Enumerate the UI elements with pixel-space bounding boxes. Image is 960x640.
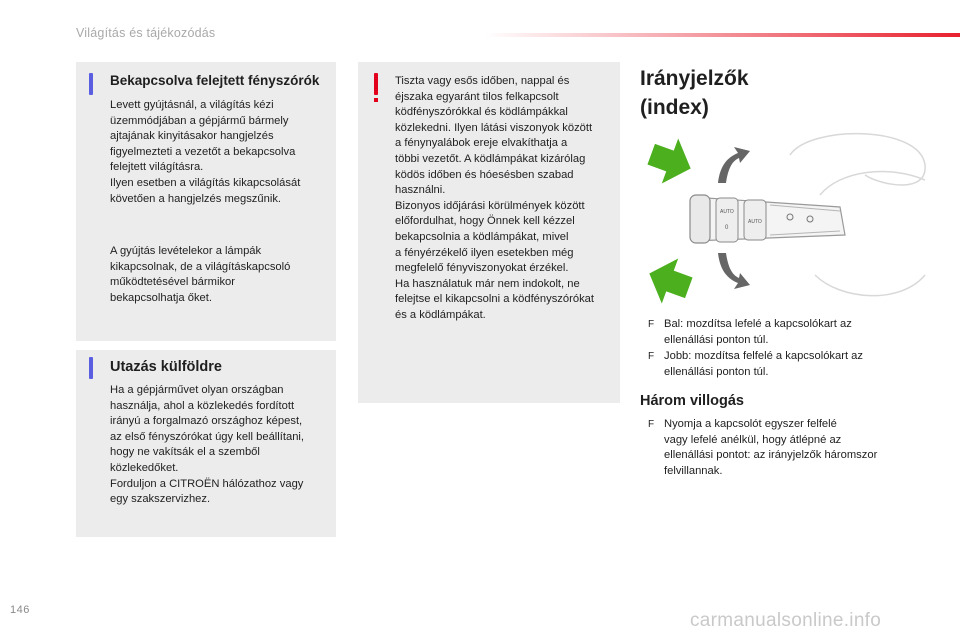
- bullet-text: Bal: mozdítsa lefelé a kapcsolókart az ellenállási ponton túl.: [664, 318, 852, 346]
- bullet-text: Jobb: mozdítsa felfelé a kapcsolókart az ellenállási ponton túl.: [664, 350, 863, 378]
- box-paragraph-1: Levett gyújtásnál, a világítás kézi üzemmódjában a gépjármű bármely ajtajának kinyitásakor hangjelzés figyelmezteti a vezetőt a bekapcsolva felejtett világításra. Ilyen esetben a világítás kikapcsolását követően a hangjelzés megszűnik.: [110, 99, 301, 205]
- stalk-body: [692, 197, 845, 241]
- steering-wheel-outline: [790, 134, 925, 185]
- turn-signal-stalk-illustration: [640, 125, 930, 310]
- section-heading: Irányjelzők (index): [640, 67, 749, 119]
- stalk-end-cap: [690, 195, 710, 243]
- bullet-three-flashes: [648, 417, 918, 479]
- warning-box: [358, 62, 620, 403]
- down-motion-arrow-icon: [718, 253, 750, 289]
- box-title: Bekapcsolva felejtett fényszórók: [110, 73, 320, 88]
- warning-paragraph: Tiszta vagy esős időben, nappal és éjszaka egyaránt tilos felkapcsolt ködfényszórókkal és ködlámpákkal közlekedni. Ilyen látási viszonyok között a fénynyalábok ereje elvakíthatja a többi vezetőt. A ködlámpákat kizárólag ködös időben és hóesésben szabad használni. Bizonyos időjárási körülmények között előfordulhat, hogy Önnek kell kézzel bekapcsolnia a ködlámpákat, mivel a fényérzékelő ilyen esetekben még megfelelő fényviszonyokat érzékel. Ha használatuk már nem indokolt, ne felejtse el kikapcsolni a ködfényszórókat és a ködlámpákat.: [395, 75, 594, 321]
- page-number: 146: [10, 604, 30, 616]
- box-paragraph: Ha a gépjárművet olyan országban használja, ahol a közlekedés fordított irányú a forgalmazó országhoz képest, az első fényszórókat úgy kell beállítani, hogy ne vakítsák el a szemből közlekedőket. Forduljon a CITROËN hálózathoz vagy egy szakszervizhez.: [110, 384, 305, 506]
- stalk-label-auto: AUTO: [720, 209, 734, 215]
- stalk-ring-1: [716, 198, 738, 242]
- bullet-symbol: F: [648, 419, 655, 430]
- left-top-box: [76, 62, 336, 341]
- box-title: Utazás külföldre: [110, 359, 222, 375]
- section-header-title: Világítás és tájékozódás: [76, 26, 216, 40]
- bullet-right-signal: [648, 349, 918, 380]
- watermark: carmanualsonline.info: [690, 610, 882, 631]
- right-arrow-icon: [643, 132, 699, 191]
- left-arrow-icon: [641, 251, 697, 310]
- bullet-symbol: F: [648, 319, 655, 330]
- info-marker: [89, 73, 93, 95]
- subsection-heading: Három villogás: [640, 393, 744, 409]
- bullet-left-signal: [648, 317, 918, 348]
- bullet-symbol: F: [648, 351, 655, 362]
- stalk-label-auto-2: AUTO: [748, 219, 762, 225]
- stalk-label-zero: 0: [725, 225, 729, 231]
- header-accent-line: [485, 33, 960, 37]
- up-motion-arrow-icon: [718, 147, 750, 183]
- left-bottom-box: [76, 350, 336, 537]
- warning-marker: [374, 73, 378, 95]
- info-marker: [89, 357, 93, 379]
- box-paragraph-2: A gyújtás levételekor a lámpák kikapcsolnak, de a világításkapcsoló működtetésével bármikor bekapcsolhatja őket.: [110, 245, 291, 304]
- bullet-text: Nyomja a kapcsolót egyszer felfelé vagy lefelé anélkül, hogy átlépné az ellenállási pontot: az irányjelzők háromszor felvillannak.: [664, 418, 878, 477]
